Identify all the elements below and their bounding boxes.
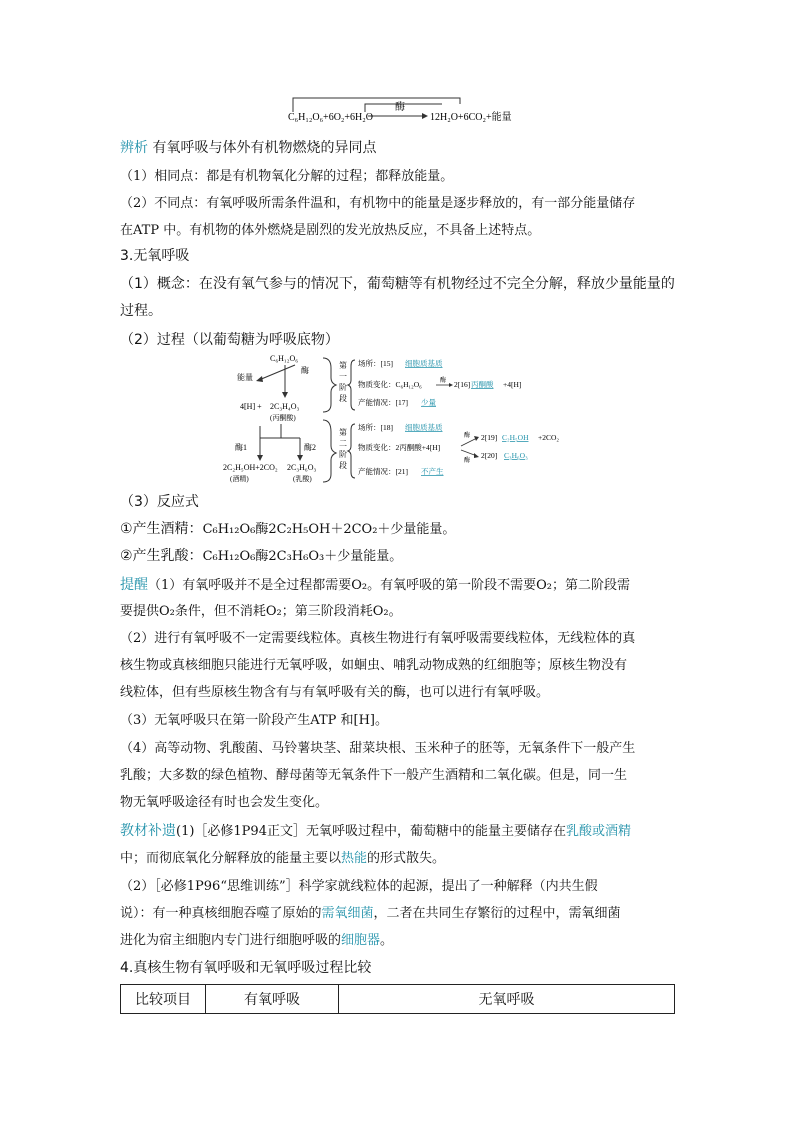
jiaocai-l2-pre: 中；而彻底氧化分解释放的能量主要以 <box>120 851 342 866</box>
stage2-char-4: 段 <box>339 461 347 470</box>
jiaocai-l4-pre: 说）：有一种真核细胞吞噬了原始的 <box>120 906 322 921</box>
s2-energy-answer: 不产生 <box>421 467 444 476</box>
stage2-char-3: 阶 <box>339 450 347 459</box>
jiaocai-l4-mid: ，二者在共同生存繁衍的过程中，需氧细菌 <box>373 906 621 921</box>
s2-enzyme-2: 酶 <box>464 458 471 464</box>
brace-left-1 <box>323 358 336 412</box>
jiaocai-l5-pre: 进化为宿主细胞内专门进行细胞呼吸的 <box>120 933 342 948</box>
jiaocai-line-4 <box>120 904 621 924</box>
reaction-ethanol-label: ①产生酒精： <box>120 521 203 537</box>
brace-left-2 <box>323 420 336 482</box>
diagram-h-plus: 4[H] + <box>240 402 262 411</box>
tixing-p1a <box>120 575 630 596</box>
tixing-p1a-text: （1）有氧呼吸并不是全过程都需要O₂。有氧呼吸的第一阶段不需要O₂；第二阶段需 <box>148 578 631 593</box>
s1-place: 场所：[15] <box>358 359 393 368</box>
diagram-glucose: C₆H₁₂O₆ <box>270 354 299 363</box>
tixing-p2c: 线粒体，但有些原核生物含有与有氧呼吸有关的酶，也可以进行有氧呼吸。 <box>120 685 550 700</box>
reaction-ethanol-equation: C₆H₁₂O₆酶2C₂H₅OH＋2CO₂＋少量能量。 <box>202 522 456 537</box>
reaction-lactate-label: ②产生乳酸： <box>120 548 203 564</box>
section4-heading: 4.真核生物有氧呼吸和无氧呼吸过程比较 <box>120 960 372 976</box>
table-row <box>121 985 675 1014</box>
s1-energy: 产能情况：[17] <box>358 398 408 407</box>
brace-stage1 <box>348 360 355 410</box>
bianxi-title: 有氧呼吸与体外有机物燃烧的异同点 <box>152 140 377 156</box>
s1-energy-answer: 少量 <box>421 398 436 407</box>
equation-enzyme: 酶 <box>395 102 405 113</box>
s1-change-3: +4[H] <box>503 380 522 389</box>
s2-place: 场所：[18] <box>358 423 393 432</box>
section3-concept-1: （1）概念：在没有氧气参与的情况下，葡萄糖等有机物经过不完全分解，释放少量能量的 <box>120 276 675 292</box>
reaction-lactate-equation: C₆H₁₂O₆酶2C₃H₆O₃＋少量能量。 <box>202 549 403 564</box>
s2-product-1: 2[19] <box>481 433 498 442</box>
jiaocai-line-1 <box>120 821 631 842</box>
s2-enzyme-1: 酶 <box>464 433 471 439</box>
s1-change-answer: 丙酮酸 <box>471 380 494 389</box>
reaction-lactate <box>120 546 402 567</box>
brace-stage2 <box>348 424 355 478</box>
arrow-energy <box>259 365 295 380</box>
jiaocai-l2-answer: 热能 <box>341 851 368 866</box>
bianxi-diff-1: （2）不同点：有氧呼吸所需条件温和，有机物中的能量是逐步释放的，有一部分能量储存 <box>120 196 636 211</box>
tixing-p3: （3）无氧呼吸只在第一阶段产生ATP 和[H]。 <box>120 713 388 728</box>
tixing-p4a: （4）高等动物、乳酸菌、马铃薯块茎、甜菜块根、玉米种子的胚等，无氧条件下一般产生 <box>120 741 636 756</box>
diagram-ethanol-products: 2C₂H₅OH+2CO₂ <box>223 463 278 472</box>
stage1-char-4: 段 <box>339 394 347 403</box>
s2-change: 物质变化：2丙酮酸+4[H] <box>358 443 441 452</box>
table-header-aerobic: 有氧呼吸 <box>206 985 339 1014</box>
jiaocai-line-5 <box>120 931 393 951</box>
jiaocai-l1-pre: (1)［必修1P94正文］无氧呼吸过程中，葡萄糖中的能量主要储存在 <box>176 824 566 839</box>
reactions-heading: （3）反应式 <box>120 494 199 510</box>
s2-product-2: 2[20] <box>481 451 498 460</box>
tixing-p1b: 要提供O₂条件，但不消耗O₂；第三阶段消耗O₂。 <box>120 604 402 619</box>
stage1-char-3: 阶 <box>339 383 347 392</box>
jiaocai-line-2 <box>120 849 445 869</box>
equation-right: 12H₂O+6CO₂+能量 <box>430 112 512 123</box>
diagram-pyruvate-name: (丙酮酸) <box>270 414 296 422</box>
bianxi-line <box>120 138 376 158</box>
s1-place-answer: 细胞质基质 <box>405 359 443 368</box>
diagram-enzyme-2: 酶2 <box>304 443 316 452</box>
jiaocai-line-3: （2）［必修1P96“思维训练”］科学家就线粒体的起源，提出了一种解释（内共生假 <box>120 879 598 894</box>
comparison-table <box>120 984 675 1014</box>
s2-product-1-answer: C₂H₅OH <box>502 433 529 442</box>
jiaocai-tag: 教材补遗 <box>120 823 176 839</box>
table-header-anaerobic: 无氧呼吸 <box>339 985 675 1014</box>
stage2-char-2: 二 <box>339 439 347 448</box>
bianxi-tag: 辨析 <box>120 140 148 156</box>
diagram-lactate-product: 2C₃H₆O₃ <box>287 463 317 472</box>
anaerobic-diagram <box>215 350 585 490</box>
diagram-pyruvate: 2C₃H₄O₃ <box>270 402 300 411</box>
top-equation <box>280 92 520 126</box>
s1-change: 物质变化：C₆H₁₂O₆ <box>358 380 422 389</box>
s1-change-2: 2[16] <box>454 380 471 389</box>
table-header-item: 比较项目 <box>121 985 206 1014</box>
stage1-char-2: 一 <box>339 372 347 381</box>
tixing-p4c: 物无氧呼吸途径有时也会发生变化。 <box>120 795 329 810</box>
jiaocai-l5-answer: 细胞器 <box>341 933 381 948</box>
diagram-ethanol-name: (酒精) <box>230 475 249 483</box>
s2-place-answer: 细胞质基质 <box>405 423 443 432</box>
section3-process: （2）过程（以葡萄糖为呼吸底物） <box>120 332 339 348</box>
diagram-enzyme: 酶 <box>301 366 309 375</box>
diagram-energy: 能量 <box>237 373 253 382</box>
tixing-tag: 提醒 <box>120 577 148 593</box>
section3-heading: 3.无氧呼吸 <box>120 248 190 264</box>
stage2-char-1: 第 <box>339 428 347 437</box>
s2-product-2-answer: C₃H₆O₃ <box>504 451 528 460</box>
s2-product-1-tail: +2CO₂ <box>538 433 560 442</box>
reaction-ethanol <box>120 519 455 540</box>
jiaocai-l2-post: 的形式散失。 <box>367 851 446 866</box>
stage1-char-1: 第 <box>339 361 347 370</box>
section3-concept-2: 过程。 <box>120 303 162 319</box>
jiaocai-l5-post: 。 <box>380 933 394 948</box>
tixing-p4b: 乳酸；大多数的绿色植物、酵母菌等无氧条件下一般产生酒精和二氧化碳。但是，同一生 <box>120 768 628 783</box>
tixing-p2a: （2）进行有氧呼吸不一定需要线粒体。真核生物进行有氧呼吸需要线粒体，无线粒体的真 <box>120 631 636 646</box>
jiaocai-l4-answer: 需氧细菌 <box>321 906 374 921</box>
bianxi-diff-2: 在ATP 中。有机物的体外燃烧是剧烈的发光放热反应，不具备上述特点。 <box>120 223 541 238</box>
tixing-p2b: 核生物或真核细胞只能进行无氧呼吸，如蛔虫、哺乳动物成熟的红细胞等；原核生物没有 <box>120 658 628 673</box>
jiaocai-l1-answer: 乳酸或酒精 <box>565 824 631 839</box>
equation-left: C₆H₁₂O₆+6O₂+6H₂O <box>288 112 373 123</box>
s2-energy: 产能情况：[21] <box>358 467 408 476</box>
bianxi-same: （1）相同点：都是有机物氧化分解的过程；都释放能量。 <box>120 169 454 184</box>
diagram-enzyme-1: 酶1 <box>235 443 247 452</box>
s1-change-enzyme: 酶 <box>440 378 447 384</box>
diagram-lactate-name: (乳酸) <box>293 475 312 483</box>
